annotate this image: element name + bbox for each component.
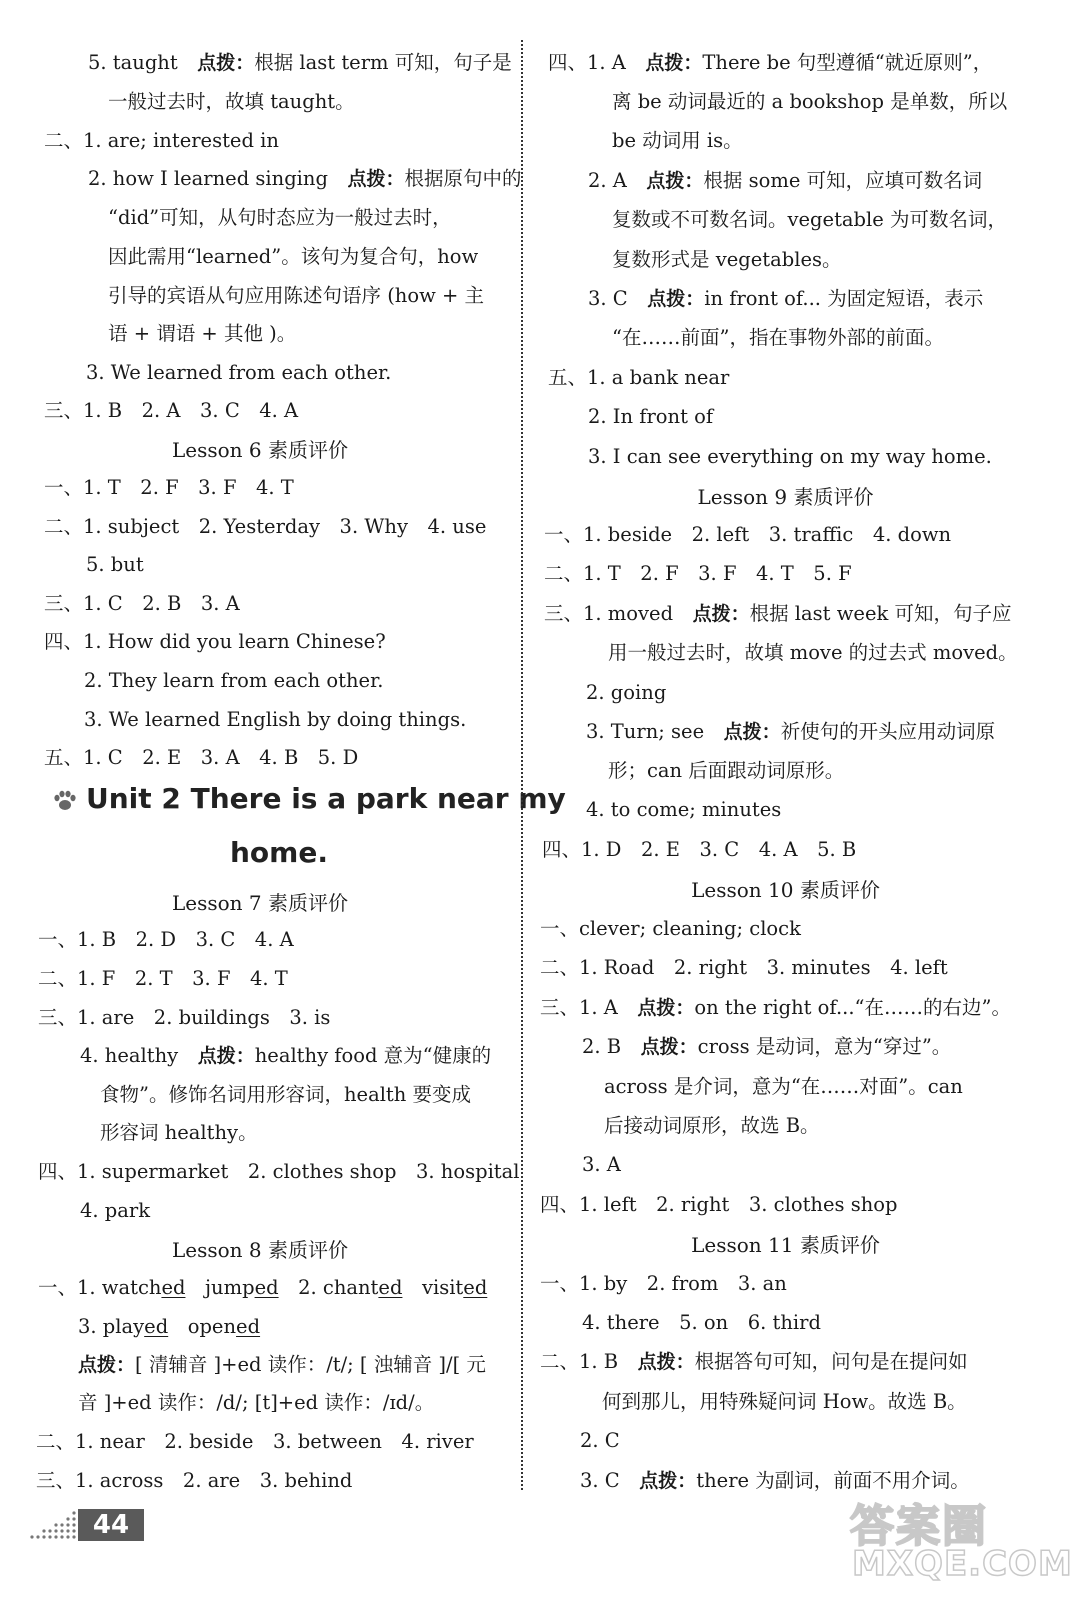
answer-line: 二、1. Road 2. right 3. minutes 4. left bbox=[540, 956, 948, 979]
answer-line: 音 ]+ed 读作：/d/; [t]+ed 读作：/ɪd/。 bbox=[78, 1391, 435, 1414]
answer-line: 二、1. T 2. F 3. F 4. T 5. F bbox=[544, 562, 852, 585]
answer-line: 用一般过去时，故填 move 的过去式 moved。 bbox=[608, 641, 1018, 664]
answer-line: 4. healthy 点拨：healthy food 意为“健康的 bbox=[80, 1044, 492, 1067]
answer-line: 4. park bbox=[80, 1199, 151, 1222]
answer-line: 2. going bbox=[586, 681, 667, 704]
answer-line: 2. In front of bbox=[588, 405, 714, 428]
paw-icon bbox=[52, 788, 78, 814]
column-divider bbox=[521, 40, 523, 1490]
lesson-heading: Lesson 8 素质评价 bbox=[171, 1238, 348, 1262]
answer-line: 四、1. left 2. right 3. clothes shop bbox=[540, 1193, 898, 1216]
answer-line: 2. how I learned singing 点拨：根据原句中的 bbox=[88, 167, 522, 190]
answer-line: 5. but bbox=[86, 553, 144, 576]
answer-line: 三、1. across 2. are 3. behind bbox=[36, 1469, 353, 1492]
answer-line: 二、1. subject 2. Yesterday 3. Why 4. use bbox=[44, 515, 487, 538]
answer-line: 3. Turn; see 点拨：祈使句的开头应用动词原 bbox=[586, 720, 996, 743]
lesson-heading: Lesson 6 素质评价 bbox=[171, 438, 348, 462]
answer-line: 5. taught 点拨：根据 last term 可知，句子是 bbox=[88, 51, 512, 74]
answer-line: 三、1. B 2. A 3. C 4. A bbox=[44, 399, 299, 422]
answer-line: 复数形式是 vegetables。 bbox=[612, 248, 842, 271]
answer-line: 2. C bbox=[580, 1429, 620, 1452]
unit-title-continued: home. bbox=[230, 836, 328, 869]
answer-line: 四、1. supermarket 2. clothes shop 3. hospital bbox=[38, 1160, 520, 1183]
watermark-url: MXQE.COM bbox=[852, 1544, 1073, 1584]
answer-line: 一、1. by 2. from 3. an bbox=[540, 1272, 787, 1295]
answer-line: 2. A 点拨：根据 some 可知，应填可数名词 bbox=[588, 169, 983, 192]
answer-line: 二、1. near 2. beside 3. between 4. river bbox=[36, 1430, 474, 1453]
answer-line: 一、1. beside 2. left 3. traffic 4. down bbox=[544, 523, 952, 546]
answer-line: 三、1. are 2. buildings 3. is bbox=[38, 1006, 331, 1029]
lesson-heading: Lesson 7 素质评价 bbox=[171, 891, 348, 915]
answer-line: 五、1. C 2. E 3. A 4. B 5. D bbox=[44, 746, 359, 769]
answer-line: 一、1. T 2. F 3. F 4. T bbox=[44, 476, 294, 499]
answer-line: 3. played opened bbox=[78, 1315, 261, 1338]
answer-line: 3. C 点拨：in front of... 为固定短语，表示 bbox=[588, 287, 984, 310]
answer-line: 引导的宾语从句应用陈述句语序 (how + 主 bbox=[108, 284, 485, 307]
answer-line: 2. B 点拨：cross 是动词，意为“穿过”。 bbox=[582, 1035, 952, 1058]
answer-line: 2. They learn from each other. bbox=[84, 669, 384, 692]
answer-line: 一般过去时，故填 taught。 bbox=[108, 90, 355, 113]
answer-line: 四、1. How did you learn Chinese? bbox=[44, 630, 386, 653]
dot-grid-icon bbox=[28, 1511, 78, 1541]
answer-line: 三、1. moved 点拨：根据 last week 可知，句子应 bbox=[544, 602, 1012, 625]
answer-line: 3. We learned from each other. bbox=[86, 361, 392, 384]
answer-line: “在……前面”，指在事物外部的前面。 bbox=[612, 326, 944, 349]
unit-title: Unit 2 There is a park near my bbox=[86, 782, 566, 815]
page-number-badge bbox=[28, 1505, 130, 1543]
lesson-heading: Lesson 10 素质评价 bbox=[691, 878, 880, 902]
answer-line: 语 + 谓语 + 其他 )。 bbox=[108, 322, 297, 345]
watermark bbox=[840, 1486, 1073, 1596]
answer-line: 3. A bbox=[582, 1153, 621, 1176]
answer-line: 复数或不可数名词。vegetable 为可数名词， bbox=[612, 208, 1007, 231]
page-number: 44 bbox=[78, 1509, 144, 1541]
answer-line: 一、1. watched jumped 2. chanted visited bbox=[38, 1276, 488, 1299]
answer-line: 形；can 后面跟动词原形。 bbox=[608, 759, 845, 782]
answer-line: 五、1. a bank near bbox=[548, 366, 730, 389]
watermark-text: 答案圈 bbox=[850, 1501, 988, 1552]
answer-line: 后接动词原形，故选 B。 bbox=[604, 1114, 820, 1137]
answer-line: 三、1. A 点拨：on the right of...“在……的右边”。 bbox=[540, 996, 1011, 1019]
answer-line: 一、1. B 2. D 3. C 4. A bbox=[38, 928, 294, 951]
answer-line: 3. We learned English by doing things. bbox=[84, 708, 467, 731]
answer-line: 四、1. A 点拨：There be 句型遵循“就近原则”， bbox=[548, 51, 993, 74]
answer-line: 3. I can see everything on my way home. bbox=[588, 445, 992, 468]
answer-line: 因此需用“learned”。该句为复合句，how bbox=[108, 245, 479, 268]
answer-line: 一、clever; cleaning; clock bbox=[540, 917, 801, 940]
answer-line: 三、1. C 2. B 3. A bbox=[44, 592, 240, 615]
lesson-heading: Lesson 11 素质评价 bbox=[691, 1233, 880, 1257]
answer-line: 二、1. B 点拨：根据答句可知，问句是在提问如 bbox=[540, 1350, 968, 1373]
answer-line: 离 be 动词最近的 a bookshop 是单数，所以 bbox=[612, 90, 1008, 113]
answer-line: 何到那儿，用特殊疑问词 How。故选 B。 bbox=[602, 1390, 967, 1413]
answer-line: 4. there 5. on 6. third bbox=[582, 1311, 821, 1334]
answer-line: 点拨：[ 清辅音 ]+ed 读作：/t/; [ 浊辅音 ]/[ 元 bbox=[78, 1353, 486, 1376]
answer-line: 二、1. are; interested in bbox=[44, 129, 279, 152]
answer-line: 四、1. D 2. E 3. C 4. A 5. B bbox=[542, 838, 857, 861]
answer-line: across 是介词，意为“在……对面”。can bbox=[604, 1075, 963, 1098]
answer-line: “did”可知，从句时态应为一般过去时， bbox=[108, 206, 452, 229]
answer-line: 4. to come; minutes bbox=[586, 798, 782, 821]
answer-line: 形容词 healthy。 bbox=[100, 1121, 258, 1144]
answer-line: be 动词用 is。 bbox=[612, 129, 743, 152]
lesson-heading: Lesson 9 素质评价 bbox=[697, 485, 874, 509]
answer-line: 食物”。修饰名词用形容词，health 要变成 bbox=[100, 1083, 472, 1106]
answer-line: 二、1. F 2. T 3. F 4. T bbox=[38, 967, 288, 990]
answer-line: 3. C 点拨：there 为副词，前面不用介词。 bbox=[580, 1469, 970, 1492]
